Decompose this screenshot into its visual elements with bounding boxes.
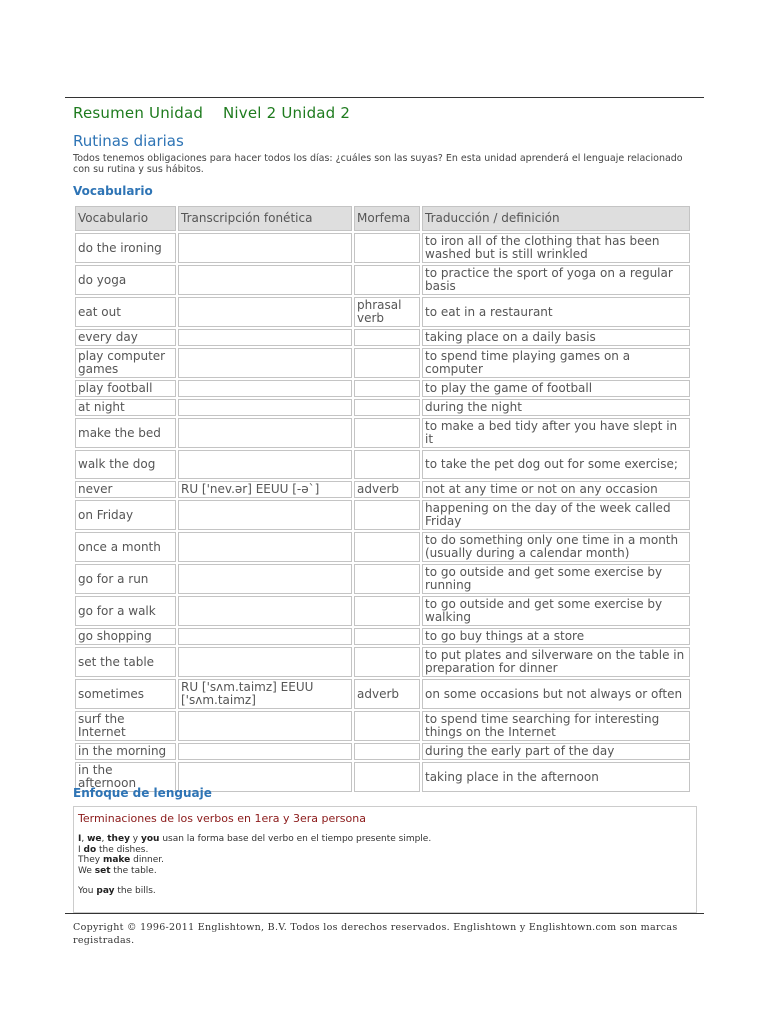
vocab-word-cell: play football — [75, 380, 176, 397]
vocab-word-cell: at night — [75, 399, 176, 416]
table-row — [75, 711, 690, 741]
table-row — [75, 233, 690, 263]
definition-cell: happening on the day of the week called Friday — [422, 500, 690, 530]
table-row — [75, 348, 690, 378]
table-row — [75, 481, 690, 498]
focus-keyword: you — [141, 834, 160, 844]
focus-keyword: pay — [96, 886, 115, 896]
column-header-vocabulary: Vocabulario — [75, 206, 176, 231]
section-heading: Rutinas diarias — [73, 132, 184, 150]
definition-cell: to do something only one time in a month (usually during a calendar month) — [422, 532, 690, 562]
definition-cell: taking place on a daily basis — [422, 329, 690, 346]
vocab-word-cell: make the bed — [75, 418, 176, 448]
phonetic-cell — [178, 743, 352, 760]
focus-text: y — [129, 834, 141, 844]
definition-cell: to make a bed tidy after you have slept in it — [422, 418, 690, 448]
phonetic-cell: RU ['nev.ər] EEUU [-ə`] — [178, 481, 352, 498]
phonetic-cell: RU ['sʌm.taimz] EEUU ['sʌm.taimz] — [178, 679, 352, 709]
morpheme-cell — [354, 743, 420, 760]
phonetic-cell — [178, 418, 352, 448]
phonetic-cell — [178, 329, 352, 346]
table-body — [75, 233, 690, 792]
morpheme-cell — [354, 399, 420, 416]
focus-text: We — [78, 865, 95, 876]
focus-title: Terminaciones de los verbos en 1era y 3era persona — [78, 812, 366, 825]
definition-cell: on some occasions but not always or often — [422, 679, 690, 709]
focus-keyword: they — [107, 834, 130, 844]
morpheme-cell — [354, 564, 420, 594]
column-header-phonetic: Transcripción fonética — [178, 206, 352, 231]
focus-text: , — [81, 834, 88, 844]
definition-cell: to iron all of the clothing that has been washed but is still wrinkled — [422, 233, 690, 263]
vocab-word-cell: walk the dog — [75, 450, 176, 479]
phonetic-cell — [178, 532, 352, 562]
vocab-word-cell: surf the Internet — [75, 711, 176, 741]
top-divider — [65, 97, 704, 98]
definition-cell: to practice the sport of yoga on a regular basis — [422, 265, 690, 295]
table-row — [75, 628, 690, 645]
definition-cell: during the night — [422, 399, 690, 416]
focus-example-line — [78, 855, 692, 866]
table-row — [75, 647, 690, 677]
morpheme-cell — [354, 596, 420, 626]
focus-example-line — [78, 845, 692, 856]
focus-text: the bills. — [114, 886, 156, 896]
vocab-word-cell: never — [75, 481, 176, 498]
vocab-word-cell: once a month — [75, 532, 176, 562]
vocabulary-table — [73, 204, 692, 794]
column-header-morpheme: Morfema — [354, 206, 420, 231]
focus-text: I — [78, 844, 84, 855]
morpheme-cell: phrasal verb — [354, 297, 420, 327]
definition-cell: to play the game of football — [422, 380, 690, 397]
table-row — [75, 679, 690, 709]
definition-cell: to go buy things at a store — [422, 628, 690, 645]
morpheme-cell — [354, 500, 420, 530]
vocab-word-cell: do the ironing — [75, 233, 176, 263]
focus-text: dinner. — [130, 855, 165, 865]
focus-text: usan la forma base del verbo en el tiempo presente simple. — [159, 834, 432, 844]
focus-example-line — [78, 834, 692, 845]
morpheme-cell — [354, 450, 420, 479]
phonetic-cell — [178, 399, 352, 416]
phonetic-cell — [178, 500, 352, 530]
morpheme-cell: adverb — [354, 679, 420, 709]
morpheme-cell — [354, 628, 420, 645]
definition-cell: to spend time searching for interesting things on the Internet — [422, 711, 690, 741]
phonetic-cell — [178, 297, 352, 327]
definition-cell: during the early part of the day — [422, 743, 690, 760]
vocab-word-cell: go shopping — [75, 628, 176, 645]
focus-text: the table. — [110, 865, 157, 876]
vocab-word-cell: play computer games — [75, 348, 176, 378]
vocab-word-cell: go for a walk — [75, 596, 176, 626]
definition-cell: to put plates and silverware on the table in preparation for dinner — [422, 647, 690, 677]
language-focus-heading: Enfoque de lenguaje — [73, 786, 212, 800]
vocab-word-cell: sometimes — [75, 679, 176, 709]
phonetic-cell — [178, 628, 352, 645]
vocab-word-cell: in the afternoon — [75, 762, 176, 792]
phonetic-cell — [178, 265, 352, 295]
morpheme-cell — [354, 348, 420, 378]
focus-text: They — [78, 855, 103, 865]
table-header-row — [75, 206, 690, 231]
table-row — [75, 380, 690, 397]
vocabulary-heading: Vocabulario — [73, 184, 153, 198]
morpheme-cell — [354, 380, 420, 397]
definition-cell: taking place in the afternoon — [422, 762, 690, 792]
definition-cell: to go outside and get some exercise by walking — [422, 596, 690, 626]
vocab-word-cell: go for a run — [75, 564, 176, 594]
morpheme-cell — [354, 418, 420, 448]
focus-keyword: do — [83, 844, 97, 855]
phonetic-cell — [178, 348, 352, 378]
phonetic-cell — [178, 647, 352, 677]
vocab-word-cell: every day — [75, 329, 176, 346]
vocab-word-cell: eat out — [75, 297, 176, 327]
table-row — [75, 743, 690, 760]
definition-cell: to go outside and get some exercise by running — [422, 564, 690, 594]
vocab-word-cell: do yoga — [75, 265, 176, 295]
table-row — [75, 265, 690, 295]
phonetic-cell — [178, 380, 352, 397]
focus-keyword: we — [87, 834, 102, 844]
vocab-word-cell: set the table — [75, 647, 176, 677]
table-row — [75, 450, 690, 479]
morpheme-cell — [354, 265, 420, 295]
vocab-word-cell: in the morning — [75, 743, 176, 760]
table-row — [75, 596, 690, 626]
morpheme-cell — [354, 233, 420, 263]
focus-keyword: I — [78, 834, 82, 844]
morpheme-cell — [354, 532, 420, 562]
page-title: Resumen Unidad Nivel 2 Unidad 2 — [73, 104, 351, 122]
focus-example-line — [78, 886, 692, 897]
focus-examples — [78, 834, 692, 897]
copyright-footer: Copyright © 1996-2011 Englishtown, B.V. Todos los derechos reservados. Englishtown y Englishtown.com son marcas registradas. — [73, 922, 678, 946]
morpheme-cell — [354, 711, 420, 741]
table-row — [75, 418, 690, 448]
focus-keyword: set — [94, 865, 111, 876]
definition-cell: to eat in a restaurant — [422, 297, 690, 327]
focus-text: the dishes. — [96, 844, 149, 855]
phonetic-cell — [178, 596, 352, 626]
phonetic-cell — [178, 564, 352, 594]
phonetic-cell — [178, 450, 352, 479]
focus-spacer — [78, 876, 692, 886]
morpheme-cell: adverb — [354, 481, 420, 498]
focus-keyword: make — [102, 855, 131, 865]
bottom-divider — [65, 913, 704, 914]
table-row — [75, 564, 690, 594]
phonetic-cell — [178, 711, 352, 741]
focus-example-line — [78, 866, 692, 877]
column-header-definition: Traducción / definición — [422, 206, 690, 231]
vocab-word-cell: on Friday — [75, 500, 176, 530]
definition-cell: not at any time or not on any occasion — [422, 481, 690, 498]
table-row — [75, 532, 690, 562]
focus-text: , — [101, 834, 108, 844]
focus-text: You — [78, 886, 97, 896]
definition-cell: to take the pet dog out for some exercise; — [422, 450, 690, 479]
table-row — [75, 297, 690, 327]
morpheme-cell — [354, 762, 420, 792]
table-row — [75, 399, 690, 416]
phonetic-cell — [178, 233, 352, 263]
morpheme-cell — [354, 647, 420, 677]
morpheme-cell — [354, 329, 420, 346]
definition-cell: to spend time playing games on a computer — [422, 348, 690, 378]
language-focus-box — [73, 806, 697, 913]
table-row — [75, 329, 690, 346]
table-row — [75, 500, 690, 530]
intro-text: Todos tenemos obligaciones para hacer todos los días: ¿cuáles son las suyas? En esta unidad aprenderá el lenguaje relacionado con su rutina y sus hábitos. — [73, 153, 683, 175]
